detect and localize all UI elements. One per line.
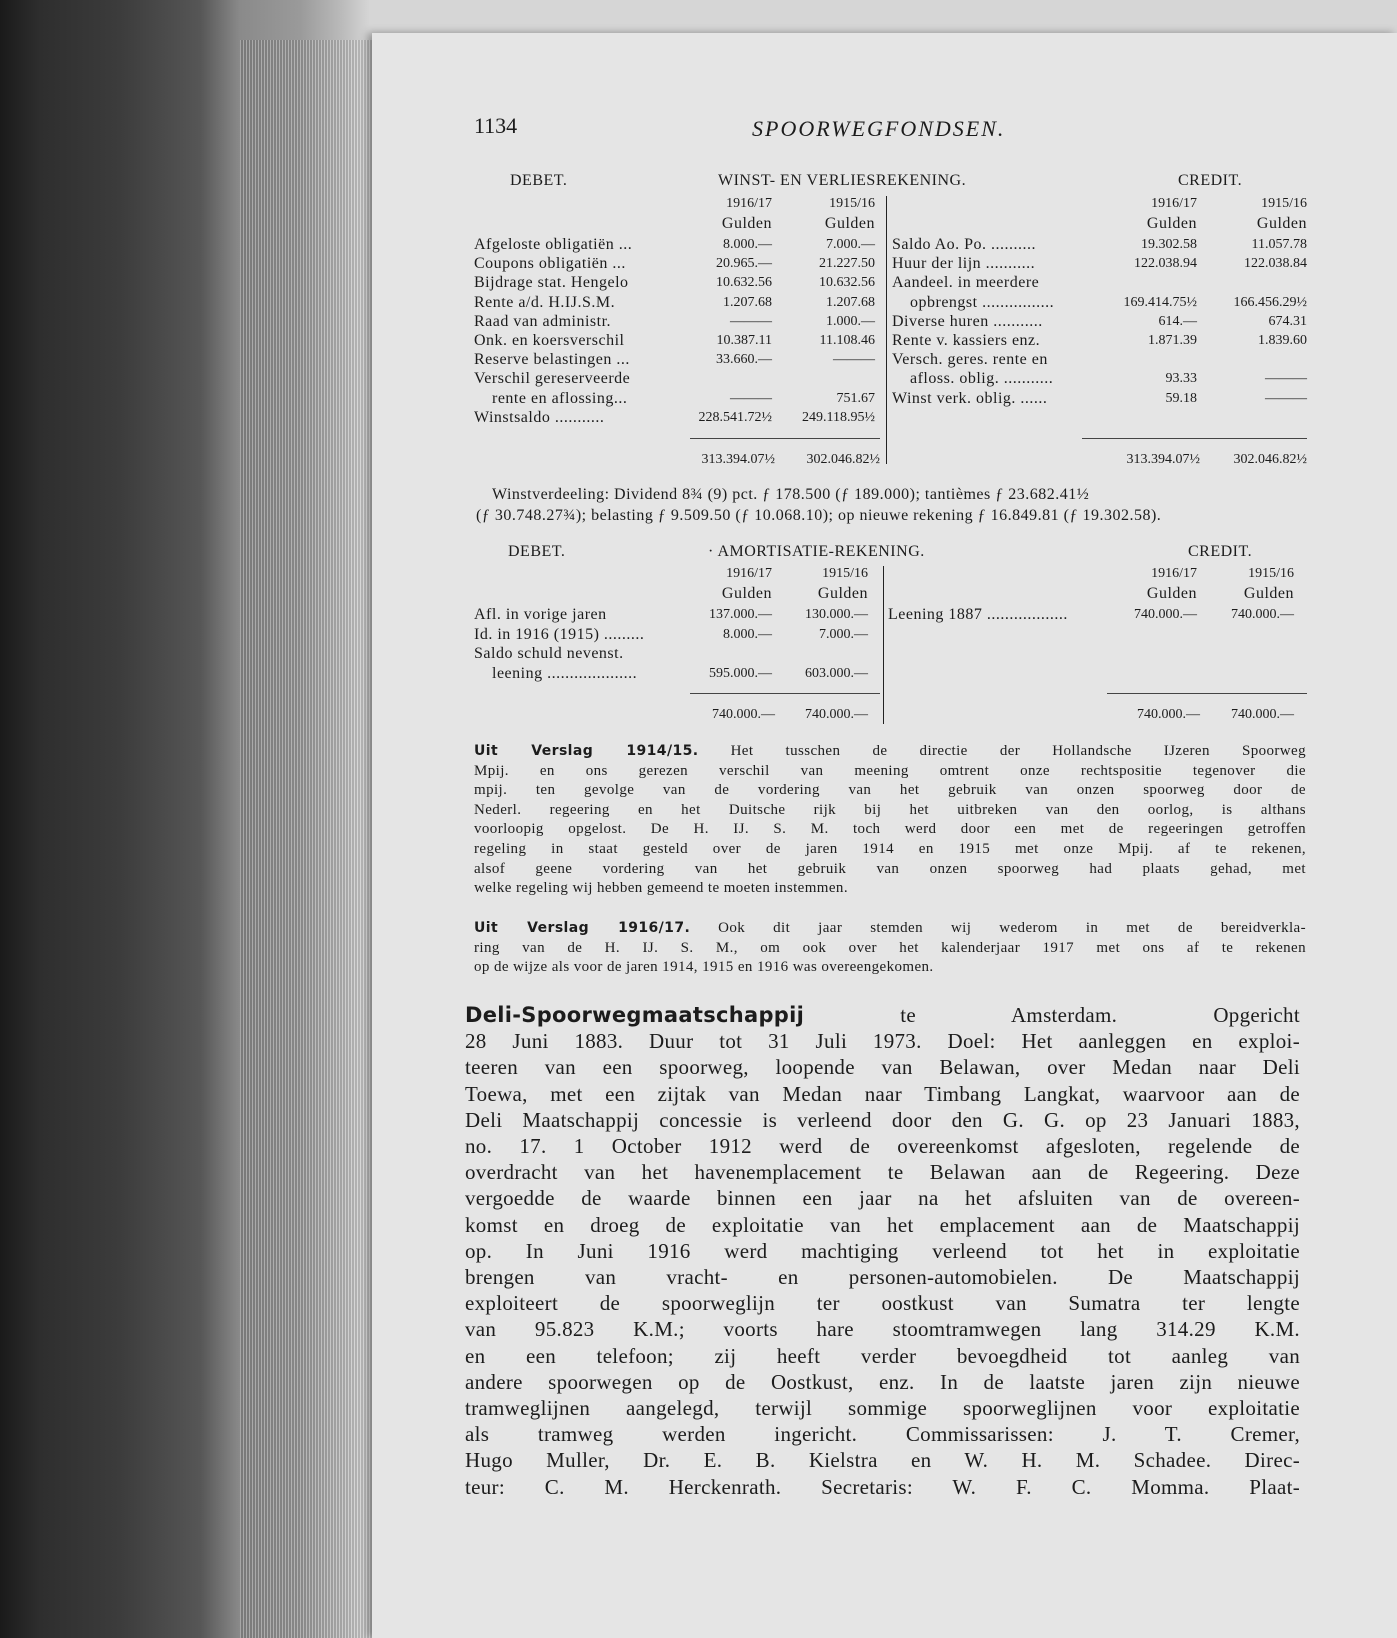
page-number: 1134 (474, 113, 518, 138)
verslag1-title: Uit Verslag 1914/15. (474, 743, 699, 759)
winst-debit-unit-0: Gulden (721, 215, 772, 232)
winst-debit-row-value-a: 228.541.72½ (698, 409, 772, 425)
amort-title: · AMORTISATIE-REKENING. (708, 543, 925, 560)
deli-line (465, 1343, 1300, 1369)
winst-debit-row-label: Reserve belastingen ... (474, 351, 630, 369)
verslag1-line (474, 801, 1306, 821)
deli-line-text: van 95.823 K.M.; voorts hare stoomtramwegen lang 314.29 K.M. (465, 1317, 1300, 1342)
winst-credit-total-b: 302.046.82½ (1233, 452, 1307, 467)
winst-credit-row-value-b: 1.839.60 (1258, 333, 1307, 348)
amort-credit-year-0: 1916/17 (1151, 566, 1197, 581)
deli-line-text: tramweglijnen aangelegd, terwijl sommige spoorweglijnen voor exploitatie (465, 1396, 1300, 1421)
winst-credit-row-value-b: ——— (1265, 371, 1307, 387)
deli-spoorweg-entry (465, 1002, 1300, 1500)
winst-debit-row-value-b: 10.632.56 (819, 275, 875, 291)
winst-credit-row-label: Versch. geres. rente en (892, 351, 1048, 369)
winstverdeeling-line-2: (ƒ 30.748.27¾); belasting ƒ 9.509.50 (ƒ 10.068.10); op nieuwe rekening ƒ 16.849.81 (ƒ 19.302.58). (476, 507, 1162, 524)
amort-debit-year-1: 1915/16 (822, 566, 868, 581)
winst-debit-row-label: Verschil gereserveerde (474, 370, 631, 388)
amort-debit-total-rule (690, 693, 880, 694)
verslag1-line (474, 879, 1306, 899)
deli-line (465, 1133, 1300, 1159)
deli-line-text: 28 Juni 1883. Duur tot 31 Juli 1973. Doel: Het aanleggen en exploi- (465, 1029, 1300, 1054)
amort-debit-row-label: leening .................... (492, 664, 638, 682)
verslag1-line (474, 742, 1306, 762)
page-edges (240, 40, 380, 1638)
verslag1-line-text: regeling in staat gesteld over de jaren 1914 en 1915 met onze Mpij. af te rekenen, (474, 840, 1306, 857)
deli-line (465, 1081, 1300, 1107)
winst-title: WINST- EN VERLIESREKENING. (718, 172, 967, 189)
amort-credit-row-value-b: 740.000.— (1231, 607, 1294, 622)
deli-line-text: teeren van een spoorweg, loopende van Belawan, over Medan naar Deli (465, 1055, 1300, 1080)
verslag2-line (474, 919, 1306, 939)
amort-debit-row-value-b: 603.000.— (805, 665, 868, 681)
deli-line (465, 1238, 1300, 1264)
amort-debit-row-value-a: 8.000.— (723, 626, 772, 642)
winst-debit-year-0: 1916/17 (726, 196, 772, 211)
deli-line-text: en een telefoon; zij heeft verder bevoegdheid tot aanleg van (465, 1343, 1300, 1368)
amort-credit-total-b: 740.000.— (1231, 707, 1294, 722)
deli-line-text: komst en droeg de exploitatie van het emplacement aan de Maatschappij (465, 1212, 1300, 1237)
winst-credit-row-value-a: 1.871.39 (1148, 333, 1197, 348)
deli-line (465, 1474, 1300, 1500)
winst-credit-row-label: Saldo Ao. Po. .......... (892, 236, 1037, 253)
deli-line (465, 1369, 1300, 1395)
winst-debit-row-label: Rente a/d. H.IJ.S.M. (474, 293, 616, 311)
winst-debit-row-value-a: ——— (730, 313, 772, 329)
verslag2-line-text: Ook dit jaar stemden wij wederom in met de bereidverkla- (718, 920, 1306, 936)
deli-line-text: op. In Juni 1916 werd machtiging verleend tot het in exploitatie (465, 1238, 1300, 1263)
verslag2-line-text: ring van de H. IJ. S. M., om ook over het kalenderjaar 1917 met ons af te rekenen (474, 939, 1306, 956)
deli-line-text: Hugo Muller, Dr. E. B. Kielstra en W. H. M. Schadee. Direc- (465, 1448, 1300, 1473)
winst-debit-row-label: Bijdrage stat. Hengelo (474, 274, 629, 292)
winst-credit-row-value-b: 122.038.84 (1244, 256, 1307, 272)
verslag1-line (474, 860, 1306, 880)
verslag1-line-text: welke regeling wij hebben gemeend te moeten instemmen. (474, 880, 848, 897)
verslag2-line (474, 939, 1306, 959)
winst-debet-label: DEBET. (510, 172, 568, 189)
verslag1-line (474, 781, 1306, 801)
winstverdeeling-line-1: Winstverdeeling: Dividend 8¾ (9) pct. ƒ 178.500 (ƒ 189.000); tantièmes ƒ 23.682.41½ (492, 486, 1090, 503)
verslag1-line-text: Mpij. en ons gerezen verschil van meening omtrent onze rechtspositie tegenover die (474, 762, 1306, 779)
amort-credit-total-rule (1107, 693, 1307, 694)
deli-line-text: overdracht van het havenemplacement te Belawan aan de Regeering. Deze (465, 1160, 1300, 1185)
winst-credit-row-value-b: 166.456.29½ (1233, 294, 1307, 310)
winst-credit-unit-1: Gulden (1256, 215, 1307, 232)
amort-debit-row-value-b: 130.000.— (805, 607, 868, 622)
winst-debit-total-b: 302.046.82½ (806, 452, 880, 467)
winst-debit-row-label: Raad van administr. (474, 312, 612, 330)
winst-debit-year-1: 1915/16 (829, 196, 875, 211)
winst-credit-row-label: Aandeel. in meerdere (892, 274, 1040, 292)
winst-debit-row-value-a: 8.000.— (723, 237, 772, 252)
winst-debit-row-label: Winstsaldo ........... (474, 408, 605, 426)
winst-credit-total-a: 313.394.07½ (1126, 452, 1200, 467)
winst-debit-row-value-b: ——— (833, 352, 875, 368)
amort-debit-row-value-b: 7.000.— (819, 626, 868, 642)
winst-credit-year-0: 1916/17 (1151, 196, 1197, 211)
verslag1-line-text: mpij. ten gevolge van de vordering van het gebruik van onzen spoorweg door de (474, 782, 1306, 799)
winst-credit-row-label: opbrengst ................ (910, 293, 1055, 311)
winst-debit-row-value-a: 10.387.11 (716, 333, 772, 348)
amort-debit-row-label: Afl. in vorige jaren (474, 606, 607, 623)
winst-debit-row-value-b: 249.118.95½ (802, 409, 875, 425)
verslag1-line (474, 820, 1306, 840)
winst-debit-row-value-a: 10.632.56 (716, 275, 772, 291)
deli-line (465, 1395, 1300, 1421)
deli-line (465, 1054, 1300, 1080)
deli-line (465, 1421, 1300, 1447)
amort-credit-unit-0: Gulden (1146, 585, 1197, 602)
deli-line (465, 1107, 1300, 1133)
deli-line-text: te Amsterdam. Opgericht (900, 1003, 1300, 1027)
deli-line (465, 1185, 1300, 1211)
winst-credit-unit-0: Gulden (1146, 215, 1197, 232)
winst-credit-row-value-a: 169.414.75½ (1123, 294, 1197, 310)
winst-credit-row-value-b: 674.31 (1268, 313, 1307, 329)
deli-line-text: brengen van vracht- en personen-automobielen. De Maatschappij (465, 1265, 1300, 1290)
winst-credit-row-label: Diverse huren ........... (892, 312, 1043, 330)
amort-debit-row-value-a: 595.000.— (709, 665, 772, 681)
deli-line (465, 1316, 1300, 1342)
verslag1-line-text: voorloopig opgelost. De H. IJ. S. M. toch werd door een met de regeeringen getroffen (474, 821, 1306, 838)
amort-credit-row-value-a: 740.000.— (1134, 607, 1197, 622)
amort-debit-total-b: 740.000.— (805, 707, 868, 722)
deli-heading: Deli-Spoorwegmaatschappij (465, 1003, 805, 1027)
amort-divider (883, 566, 884, 724)
winst-debit-row-value-b: 1.207.68 (826, 294, 875, 310)
amort-credit-year-1: 1915/16 (1248, 566, 1294, 581)
deli-line (465, 1028, 1300, 1054)
winst-debit-total-rule (690, 438, 880, 439)
amort-credit-unit-1: Gulden (1243, 585, 1294, 602)
winst-debit-row-label: rente en aflossing... (492, 389, 628, 407)
amort-debit-unit-1: Gulden (817, 585, 868, 602)
deli-line-text: exploiteert de spoorweglijn ter oostkust van Sumatra ter lengte (465, 1291, 1300, 1316)
amort-credit-total-a: 740.000.— (1137, 707, 1200, 722)
winst-credit-row-value-a: 614.— (1158, 313, 1197, 329)
deli-line-text: als tramweg werden ingericht. Commissarissen: J. T. Cremer, (465, 1422, 1300, 1447)
verslag2-line-text: op de wijze als voor de jaren 1914, 1915 en 1916 was overeengekomen. (474, 959, 934, 976)
amort-debet-label: DEBET. (508, 543, 566, 560)
winst-debit-row-value-b: 7.000.— (826, 237, 875, 252)
amort-debit-row-label: Saldo schuld nevenst. (474, 645, 624, 662)
amort-credit-row-label: Leening 1887 .................. (888, 606, 1068, 623)
amort-debit-unit-0: Gulden (721, 585, 772, 602)
verslag-1914-15 (474, 742, 1306, 899)
deli-line (465, 1290, 1300, 1316)
winst-debit-row-label: Coupons obligatiën ... (474, 255, 626, 273)
winst-debit-row-value-a: ——— (730, 390, 772, 406)
winst-debit-row-value-b: 1.000.— (826, 313, 875, 329)
page-title: SPOORWEGFONDSEN. (752, 116, 1006, 141)
deli-line-text: Deli Maatschappij concessie is verleend door den G. G. op 23 Januari 1883, (465, 1107, 1300, 1132)
winst-debit-row-value-b: 11.108.46 (819, 333, 875, 348)
winst-credit-row-value-a: 122.038.94 (1134, 256, 1197, 272)
amort-credit-label: CREDIT. (1188, 543, 1253, 560)
winst-debit-row-value-a: 1.207.68 (723, 294, 772, 310)
winst-debit-row-label: Onk. en koersverschil (474, 332, 625, 349)
winst-credit-row-value-a: 93.33 (1165, 371, 1197, 387)
winst-credit-row-value-a: 59.18 (1165, 390, 1197, 406)
verslag1-line-text: Het tusschen de directie der Hollandsche IJzeren Spoorweg (730, 743, 1306, 759)
amort-debit-total-a: 740.000.— (712, 707, 775, 722)
verslag1-line (474, 840, 1306, 860)
winst-debit-row-label: Afgeloste obligatiën ... (474, 236, 633, 253)
deli-line-text: vergoedde de waarde binnen een jaar na het afsluiten van de overeen- (465, 1186, 1300, 1211)
deli-line (465, 1264, 1300, 1290)
winst-credit-row-label: Huur der lijn ........... (892, 255, 1036, 273)
winst-credit-row-label: Rente v. kassiers enz. (892, 332, 1041, 349)
amort-debit-row-label: Id. in 1916 (1915) ......... (474, 625, 645, 643)
winst-debit-row-value-b: 21.227.50 (819, 256, 875, 272)
verslag1-line (474, 762, 1306, 782)
winst-credit-row-value-a: 19.302.58 (1141, 237, 1197, 252)
winst-debit-row-value-a: 33.660.— (716, 352, 772, 368)
winst-credit-label: CREDIT. (1178, 172, 1243, 189)
winst-credit-total-rule (1082, 438, 1307, 439)
deli-line-text: Toewa, met een zijtak van Medan naar Timbang Langkat, waarvoor aan de (465, 1081, 1300, 1106)
winst-debit-row-value-b: 751.67 (836, 390, 875, 406)
deli-line (465, 1159, 1300, 1185)
deli-line-text: no. 17. 1 October 1912 werd de overeenkomst afgesloten, regelende de (465, 1134, 1300, 1159)
winst-debit-total-a: 313.394.07½ (701, 452, 775, 467)
verslag-1916-17 (474, 919, 1306, 978)
winst-credit-row-value-b: ——— (1265, 390, 1307, 406)
verslag1-line-text: Nederl. regeering en het Duitsche rijk bij het uitbreken van den oorlog, is althans (474, 801, 1306, 818)
verslag2-title: Uit Verslag 1916/17. (474, 920, 691, 936)
deli-line-text: teur: C. M. Herckenrath. Secretaris: W. F. C. Momma. Plaat- (465, 1474, 1300, 1499)
winst-debit-unit-1: Gulden (824, 215, 875, 232)
deli-line (465, 1447, 1300, 1473)
amort-debit-year-0: 1916/17 (726, 566, 772, 581)
winst-debit-row-value-a: 20.965.— (716, 256, 772, 272)
amort-debit-row-value-a: 137.000.— (709, 607, 772, 622)
deli-line (465, 1002, 1300, 1028)
winst-credit-row-label: afloss. oblig. ........... (910, 370, 1054, 388)
winst-divider (886, 196, 887, 464)
deli-line-text: andere spoorwegen op de Oostkust, enz. In de laatste jaren zijn nieuwe (465, 1369, 1300, 1394)
deli-line (465, 1212, 1300, 1238)
verslag1-line-text: alsof geene vordering van het gebruik van onzen spoorweg had plaats gehad, met (474, 860, 1306, 877)
winst-credit-year-1: 1915/16 (1261, 196, 1307, 211)
verslag2-line (474, 958, 1306, 978)
winst-credit-row-label: Winst verk. oblig. ...... (892, 389, 1048, 407)
winst-credit-row-value-b: 11.057.78 (1251, 237, 1307, 252)
